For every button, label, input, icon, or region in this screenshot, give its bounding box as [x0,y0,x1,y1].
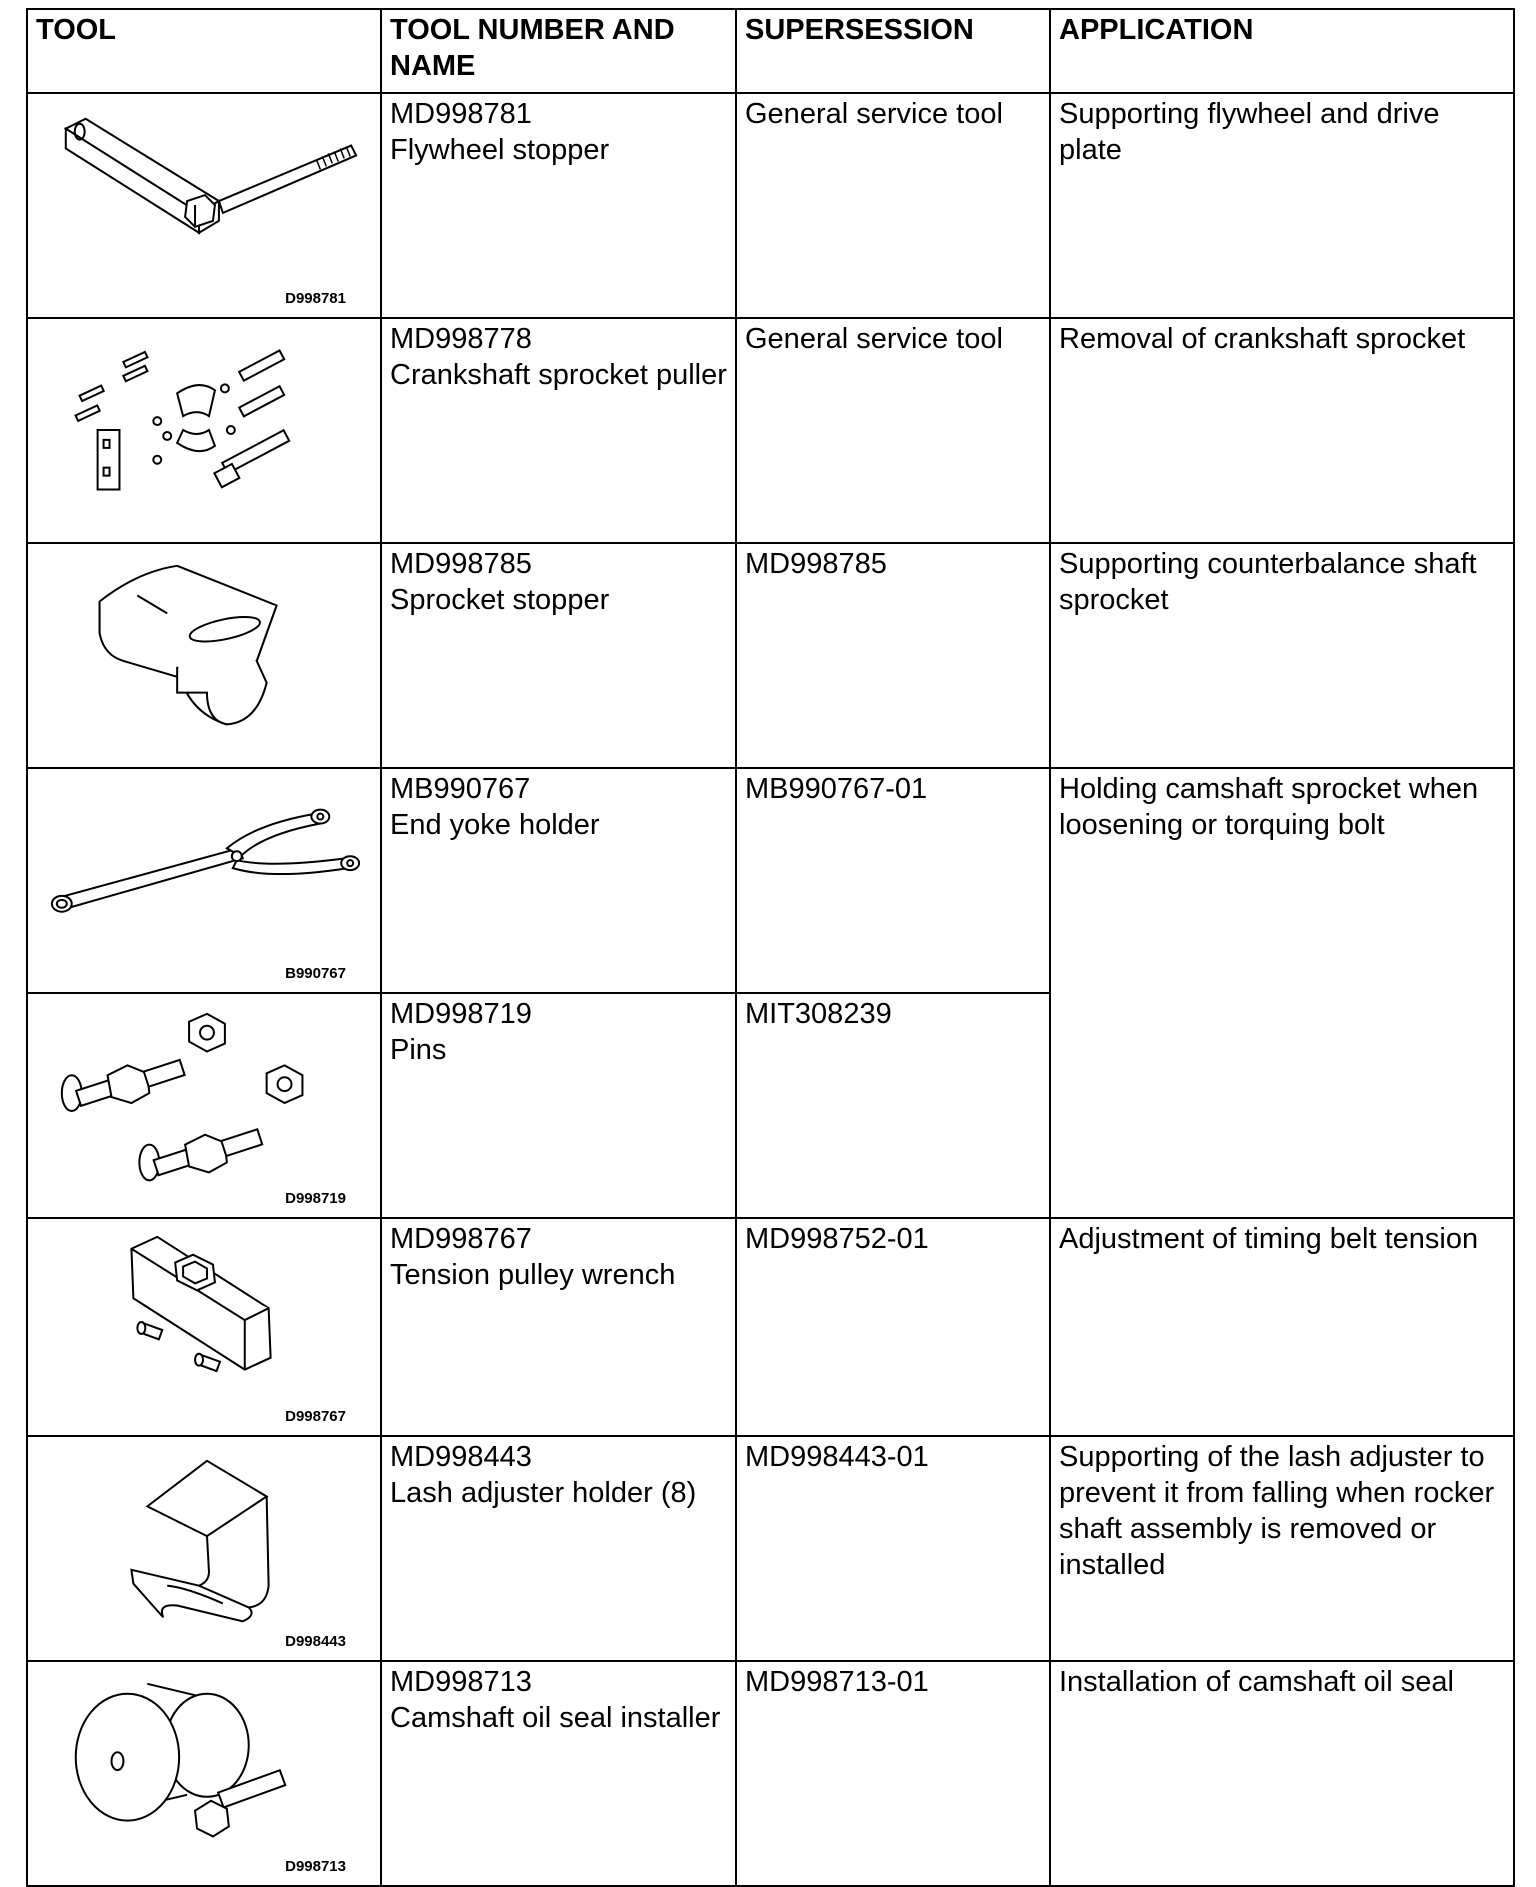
tool-image-cell [27,768,381,993]
tool-number: MD998778 [390,323,532,355]
tool-image-cell [27,1661,381,1886]
tool-name: Camshaft oil seal installer [390,1702,721,1734]
pins-icon [28,994,380,1217]
tool-image-cell [27,93,381,318]
tool-number-name-cell [381,993,736,1218]
tool-name: Crankshaft sprocket puller [390,359,727,391]
tool-image-cell [27,543,381,768]
supersession-cell: General service tool [736,318,1050,543]
header-row [27,9,1514,93]
tool-number-name-cell [381,318,736,543]
application-cell: Supporting flywheel and drive plate [1050,93,1514,318]
application-cell: Installation of camshaft oil seal [1050,1661,1514,1886]
tool-number-name-cell [381,1218,736,1436]
tool-name: Sprocket stopper [390,584,610,616]
application-cell: Adjustment of timing belt tension [1050,1218,1514,1436]
tool-name: Lash adjuster holder (8) [390,1477,697,1509]
table-row [27,318,1514,543]
tool-image-cell [27,1436,381,1661]
tool-number: MD998443 [390,1441,532,1473]
tool-number: MD998719 [390,998,532,1030]
end-yoke-holder-icon [28,769,380,992]
tool-number-name-cell [381,1436,736,1661]
tool-image-cell [27,318,381,543]
supersession-cell: General service tool [736,93,1050,318]
tool-name: End yoke holder [390,809,600,841]
tool-number: MD998713 [390,1666,532,1698]
table-row [27,1436,1514,1661]
supersession-cell: MIT308239 [736,993,1050,1218]
tool-image-cell [27,993,381,1218]
lash-adjuster-holder-icon [28,1437,380,1660]
supersession-cell: MB990767-01 [736,768,1050,993]
header-tool: TOOL [27,9,381,93]
table-row [27,543,1514,768]
tool-image-label: D998713 [285,1858,346,1875]
header-supersession: SUPERSESSION [736,9,1050,93]
supersession-cell: MD998785 [736,543,1050,768]
tool-name: Tension pulley wrench [390,1259,676,1291]
table-row [27,1218,1514,1436]
tension-pulley-wrench-icon [28,1219,380,1435]
application-cell: Supporting of the lash adjuster to prevent it from falling when rocker shaft assembly is removed or installed [1050,1436,1514,1661]
header-application: APPLICATION [1050,9,1514,93]
tool-image-label: B990767 [285,965,346,982]
tool-number-name-cell [381,93,736,318]
tool-image-cell [27,1218,381,1436]
tool-number-name-cell [381,768,736,993]
tool-image-label: D998443 [285,1633,346,1650]
table-row [27,768,1514,993]
application-cell: Supporting counterbalance shaft sprocket [1050,543,1514,768]
sprocket-stopper-icon [28,544,380,767]
tool-number-name-cell [381,1661,736,1886]
tool-number: MD998781 [390,98,532,130]
tool-name: Pins [390,1034,447,1066]
tool-name: Flywheel stopper [390,134,610,166]
tool-image-label: D998719 [285,1190,346,1207]
application-cell: Removal of crankshaft sprocket [1050,318,1514,543]
tool-image-label: D998781 [285,290,346,307]
application-cell: Holding camshaft sprocket when loosening or torquing bolt [1050,768,1514,1218]
flywheel-stopper-icon [28,94,380,317]
tool-number: MD998785 [390,548,532,580]
tool-number: MB990767 [390,773,531,805]
tool-number-name-cell [381,543,736,768]
tool-number: MD998767 [390,1223,532,1255]
tool-image-label: D998767 [285,1408,346,1425]
special-tools-table [26,8,1515,1887]
oil-seal-installer-icon [28,1662,380,1885]
table-row [27,93,1514,318]
supersession-cell: MD998713-01 [736,1661,1050,1886]
supersession-cell: MD998443-01 [736,1436,1050,1661]
table-row [27,1661,1514,1886]
supersession-cell: MD998752-01 [736,1218,1050,1436]
sprocket-puller-icon [28,319,380,542]
header-tool-number-and-name: TOOL NUMBER AND NAME [381,9,736,93]
